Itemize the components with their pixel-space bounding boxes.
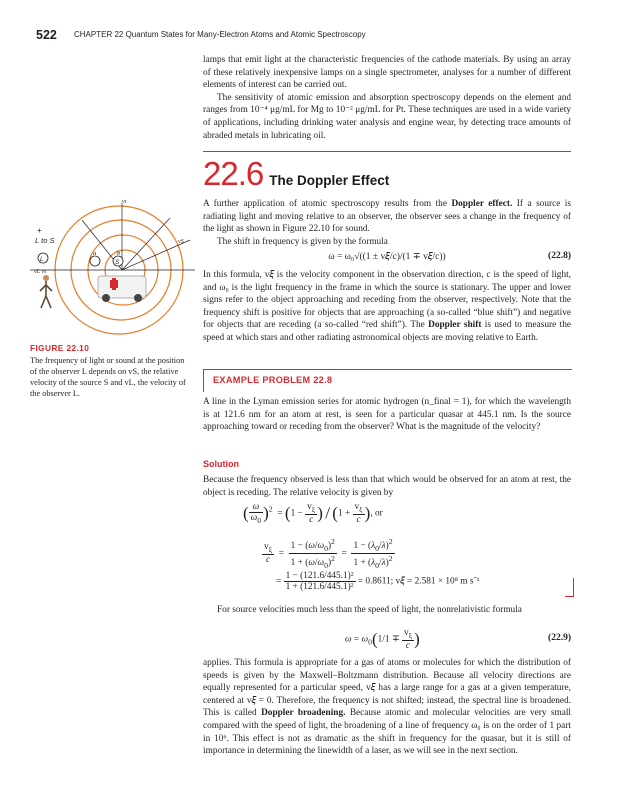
label-vl: vL vs xyxy=(34,269,47,275)
equation-22-9 xyxy=(203,626,571,650)
section-heading xyxy=(203,156,389,192)
figure-22-10 xyxy=(30,200,195,340)
body-paragraph-2: The shift in frequency is given by the formula xyxy=(217,236,388,247)
section-rule xyxy=(203,151,571,152)
example-problem-header xyxy=(203,369,572,392)
chapter-title: CHAPTER 22 Quantum States for Many-Electron Atoms and Atomic Spectroscopy xyxy=(74,30,366,39)
intro-paragraph-1: lamps that emit light at the characteristic frequencies of the cathode materials. By using an array of these relatively inexpensive lamps on a single spectrometer, analyses for a number of different elements of interest can be carried out. xyxy=(203,55,571,91)
term-doppler-effect: Doppler effect. xyxy=(451,199,513,209)
example-problem-statement: A line in the Lyman emission series for atomic hydrogen (n_final = 1), for which the wavelength is at 121.6 nm for an atom at rest, is seen for a particular quasar at 445.1 nm. Is the source approaching toward or receding from the observer? What is the magnitude of the velocity? xyxy=(203,397,571,433)
section-title: The Doppler Effect xyxy=(269,173,390,188)
example-problem-title: EXAMPLE PROBLEM 22.8 xyxy=(213,375,333,385)
label-vt: vt xyxy=(122,200,127,205)
closing-paragraph-1: For source velocities much less than the speed of light, the nonrelativistic formula xyxy=(217,605,522,615)
label-plus: + xyxy=(37,226,42,235)
label-vs: vS xyxy=(178,239,184,245)
solution-text: Because the frequency observed is less than that which would be observed for an atom at rest, the object is receding. The relative velocity is given by xyxy=(203,475,571,498)
term-doppler-shift: Doppler shift xyxy=(428,320,482,331)
label-s: S xyxy=(115,259,120,266)
example-problem-text xyxy=(203,396,571,434)
figure-caption-text: The frequency of light or sound at the position of the observer L depends on vS, the relative velocity of the source S and vL, the velocity of the observer L. xyxy=(30,356,186,398)
equation-velocity: $\frac{v_\xi}{c}$ = $\frac{1 - (\omega/\omega_0)^2}{1 + (\omega/\omega_0)^2}$ = $\frac{1 - (\lambda_0/\lambda)^2}{1 + (\lambda_0/\lambda)^2}$ xyxy=(264,537,393,570)
point-a-marker xyxy=(90,256,100,266)
result-numerator: 1 − (121.6/445.1)² xyxy=(285,571,354,581)
intro-paragraph-2: The sensitivity of atomic emission and absorption spectroscopy depends on the element and ranges from 10⁻⁴ μg/mL for Mg to 10⁻² μg/mL for Pt. These techniques are used in a wide variety of applications, including drinking water analysis and engine wear, by detecting trace amounts of abraded metals in lubricating oil. xyxy=(203,92,571,141)
closing-paragraph-2: applies. This formula is appropriate for a gas of atoms or molecules for which the distribution of speeds is given by the Maxwell–Boltzmann distribution. Because all velocity directions are equally represented for a particular speed, v𝜉 has a large range for a gas at a given temperature, centered at v𝜉 = 0. Therefore, the frequency is not shifted; instead, the spectral line is broadened. This is called Doppler broadening. Because atomic and molecular velocities are very small compared with the speed of light, the broadening of a line of frequency ω₀ is on the order of 1 part in 10⁶. This effect is not as dramatic as the shift in frequency for the quasar, but it is still of importance in determining the linewidth of a laser, as we will see in the next section. xyxy=(203,658,571,757)
body-paragraph-1: A further application of atomic spectroscopy results from the Doppler effect. If a source is radiating light and moving relative to an observer, the observer sees a change in the frequency of the light as shown in Figure 22.10 for sound. xyxy=(203,199,572,235)
intro-text xyxy=(203,54,571,142)
section-number: 22.6 xyxy=(203,155,264,192)
page-number: 522 xyxy=(36,28,57,42)
solution-label: Solution xyxy=(203,459,239,469)
equation-result: = $\frac{\text{1 − (121.6/445.1)²}}{\text{1 + (121.6/445.1)²}}$ = 0.8611; v𝜉 = 2.581 × 10⁸ m s⁻¹ xyxy=(276,571,480,592)
equation-ratio: ( $\frac{\omega}{\omega_0}$ )$^2$ = (1 − $\frac{v_\xi}{c}$ ) / (1 + $\frac{v_\xi}{c}$ ), or xyxy=(243,502,383,525)
observer-person-icon xyxy=(40,275,52,308)
term-doppler-broadening: Doppler broadening. xyxy=(261,708,346,719)
figure-caption xyxy=(30,343,190,399)
result-value: = 0.8611; v𝜉 = 2.581 × 10⁸ m s⁻¹ xyxy=(357,576,480,587)
label-a: a xyxy=(93,250,97,257)
equation-22-9-expression: $\omega = \omega_0(1/1$ ∓ $\frac{v_\xi}{c}$ ) xyxy=(345,628,420,651)
example-end-mark xyxy=(565,578,574,597)
figure-label: FIGURE 22.10 xyxy=(30,343,90,353)
equation-22-9-number: (22.9) xyxy=(548,633,571,643)
label-l: L xyxy=(40,256,44,263)
doppler-illustration xyxy=(30,200,195,340)
label-b: b xyxy=(117,250,121,257)
running-header xyxy=(36,28,596,42)
equation-22-8 xyxy=(203,251,571,265)
result-denominator: 1 + (121.6/445.1)² xyxy=(285,582,354,592)
label-l-to-s: L to S xyxy=(35,236,55,245)
body-paragraph-3: In this formula, v𝜉 is the velocity component in the observation direction, c is the speed of light, and ω₀ is the light frequency in the frame in which the source is stationary. The upper and lower signs refer to the object approaching and receding from the observer, respectively. Note that the frequency shift is positive for objects that are approaching (a so-called “blue shift”) and negative for objects that are receding (a so-called “red shift”). The Doppler shift is used to measure the speed at which stars and other radiating astronomical objects are moving relative to Earth. xyxy=(203,270,571,343)
equation-22-8-number: (22.8) xyxy=(548,251,571,261)
equation-22-8-expression: ω = ω₀√((1 ± v𝜉/c)/(1 ∓ v𝜉/c)) xyxy=(328,252,446,262)
section-intro xyxy=(203,198,571,248)
